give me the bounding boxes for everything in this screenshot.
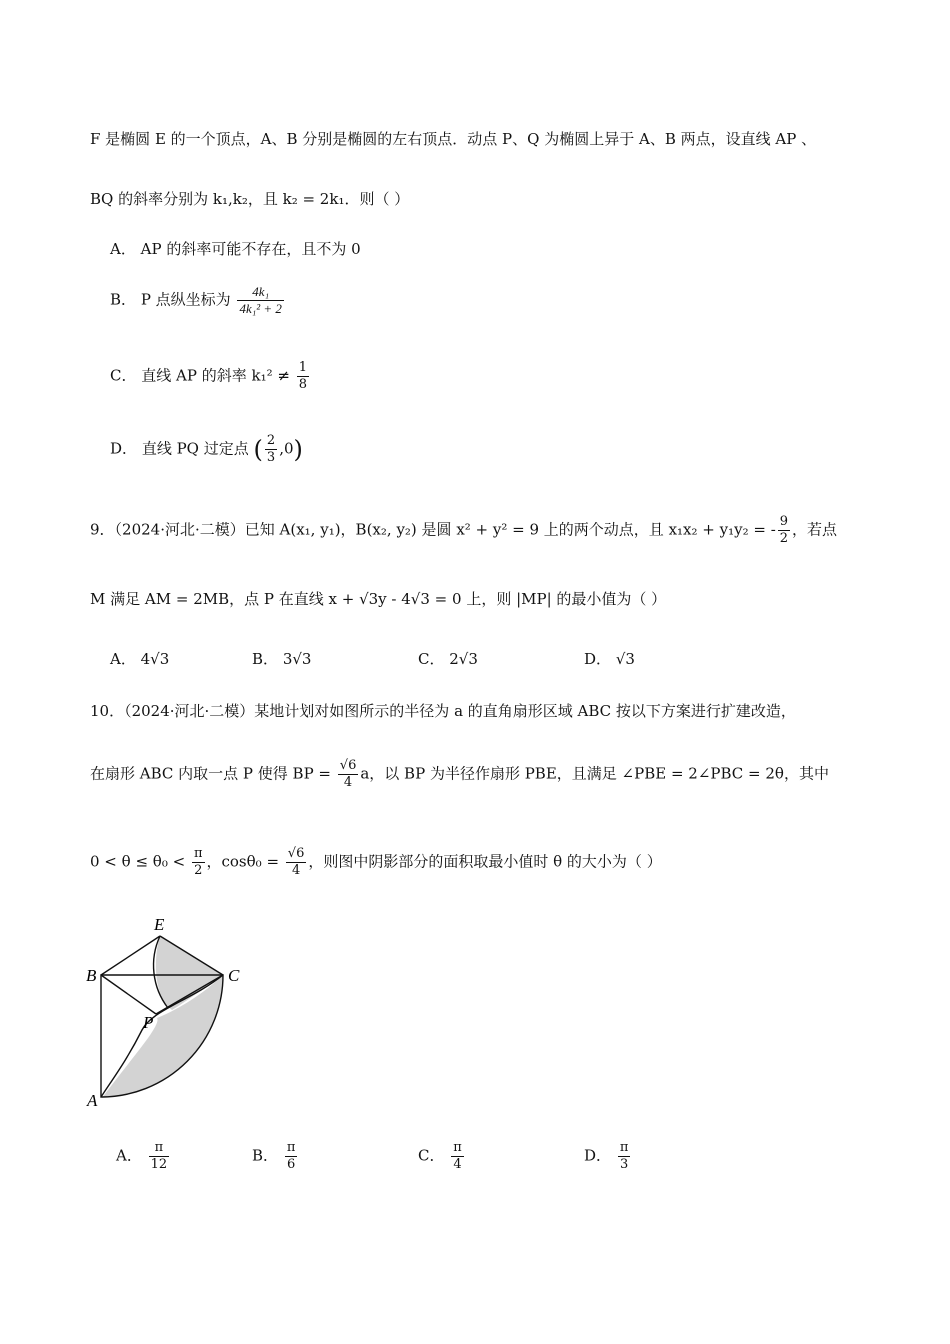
- fraction-denominator: 2: [779, 531, 789, 546]
- fraction-denominator: 6: [286, 1157, 296, 1172]
- fraction-numerator: 4k₁: [237, 284, 283, 301]
- label-a: A: [87, 1091, 98, 1110]
- fraction: [265, 433, 277, 466]
- fraction-denominator: 4: [453, 1157, 462, 1172]
- prev-option-c: [110, 360, 311, 393]
- q10-line-3-pre: 0 < θ ≤ θ₀ <: [90, 852, 186, 871]
- fraction: [286, 846, 307, 879]
- option-label: B．: [110, 290, 137, 309]
- option-label: A．: [116, 1146, 142, 1165]
- option-label: A．: [110, 240, 136, 258]
- fraction-numerator: π: [619, 1140, 629, 1155]
- sector-figure: [82, 910, 252, 1110]
- q10-line-2: [90, 758, 829, 791]
- label-c: C: [228, 966, 240, 985]
- q10-option-b: [252, 1140, 299, 1173]
- q9-option-a: [110, 648, 169, 670]
- fraction-denominator: 3: [619, 1157, 629, 1172]
- option-label: B．: [252, 650, 279, 668]
- fraction-numerator: π: [286, 1140, 296, 1155]
- fraction-numerator: π: [149, 1140, 170, 1157]
- fraction-numerator: 2: [266, 433, 276, 448]
- q9-stem: 9．（2024·河北·二模）已知 A(x₁, y₁)，B(x₂, y₂) 是圆 x² + y² = 9 上的两个动点，且 x₁x₂ + y₁y₂ = -: [90, 520, 776, 539]
- fraction-numerator: 9: [779, 514, 789, 529]
- label-p: P: [143, 1013, 154, 1032]
- segment-be: [101, 936, 160, 975]
- prev-question-line-1: F 是椭圆 E 的一个顶点，A、B 分别是椭圆的左右顶点．动点 P、Q 为椭圆上异于 A、B 两点，设直线 AP 、: [90, 130, 817, 148]
- prev-option-b: [110, 284, 286, 317]
- option-value: 3√3: [282, 650, 312, 668]
- fraction: [778, 514, 790, 547]
- option-label: C．: [110, 366, 137, 385]
- q9-option-c: [418, 648, 478, 670]
- fraction-numerator: π: [453, 1140, 462, 1155]
- fraction-denominator: 3: [266, 450, 276, 465]
- option-value: √3: [615, 650, 635, 668]
- fraction: [285, 1140, 298, 1173]
- q9-option-b: [252, 648, 311, 670]
- q10-option-a: [116, 1140, 171, 1173]
- fraction: [451, 1140, 464, 1173]
- option-label: A．: [110, 650, 136, 668]
- option-value: 2√3: [449, 650, 478, 668]
- q9-line-2: M 满足 AM = 2MB，点 P 在直线 x + √3y - 4√3 = 0 上，则 |MP| 的最小值为（ ）: [90, 590, 667, 608]
- q10-option-d: [584, 1140, 632, 1173]
- option-label: D．: [110, 439, 138, 458]
- q9-line-1: [90, 514, 837, 547]
- option-value: 4√3: [140, 650, 170, 668]
- q10-line-3: [90, 846, 662, 879]
- option-text: 直线 AP 的斜率 k₁² ≠: [141, 366, 290, 385]
- fraction-numerator: 1: [298, 360, 308, 375]
- fraction-denominator: 4: [291, 863, 301, 878]
- fraction-denominator: 12: [150, 1157, 168, 1172]
- q9-stem-tail: ，若点: [792, 520, 838, 539]
- label-b: B: [86, 966, 97, 985]
- prev-option-a: [110, 238, 361, 260]
- fraction: [192, 846, 205, 879]
- fraction: [237, 284, 283, 317]
- option-label: D．: [584, 1146, 612, 1165]
- q10-line-3-mid: ，cosθ₀ =: [206, 852, 280, 871]
- fraction-numerator: √6: [287, 846, 305, 861]
- option-label: C．: [418, 1146, 445, 1165]
- fraction-denominator: 2: [194, 863, 203, 878]
- fraction-denominator: 4: [343, 775, 353, 790]
- option-text: P 点纵坐标为: [140, 290, 231, 309]
- fraction: [618, 1140, 631, 1173]
- option-text: AP 的斜率可能不存在，且不为 0: [140, 240, 361, 258]
- q10-line-2-pre: 在扇形 ABC 内取一点 P 使得 BP =: [90, 764, 331, 783]
- q10-line-1: 10．（2024·河北·二模）某地计划对如图所示的半径为 a 的直角扇形区域 ABC 按以下方案进行扩建改造，: [90, 702, 796, 720]
- fraction-denominator: 8: [298, 377, 308, 392]
- point-tail: ,0: [279, 439, 294, 458]
- prev-question-line-2: BQ 的斜率分别为 k₁,k₂，且 k₂ = 2k₁．则（ ）: [90, 190, 410, 208]
- fraction-numerator: π: [193, 846, 203, 861]
- q10-line-3-post: ，则图中阴影部分的面积取最小值时 θ 的大小为（ ）: [308, 852, 662, 871]
- option-text: 直线 PQ 过定点: [141, 439, 249, 458]
- label-e: E: [154, 915, 165, 934]
- option-label: D．: [584, 650, 612, 668]
- fraction-denominator: 4k₁² + 2: [239, 301, 282, 316]
- fraction: [297, 360, 309, 393]
- q10-option-c: [418, 1140, 466, 1173]
- q10-line-2-post: a，以 BP 为半径作扇形 PBE，且满足 ∠PBE = 2∠PBC = 2θ，其中: [360, 764, 829, 783]
- segment-bp: [101, 975, 156, 1014]
- option-label: B．: [252, 1146, 279, 1165]
- prev-option-d: D． 直线 PQ 过定点 ( $\frac{2}{3}$ ,0): [110, 433, 303, 465]
- fraction: [149, 1140, 170, 1173]
- q9-option-d: [584, 648, 635, 670]
- fraction: [338, 758, 359, 791]
- fraction-numerator: √6: [339, 758, 357, 773]
- option-label: C．: [418, 650, 445, 668]
